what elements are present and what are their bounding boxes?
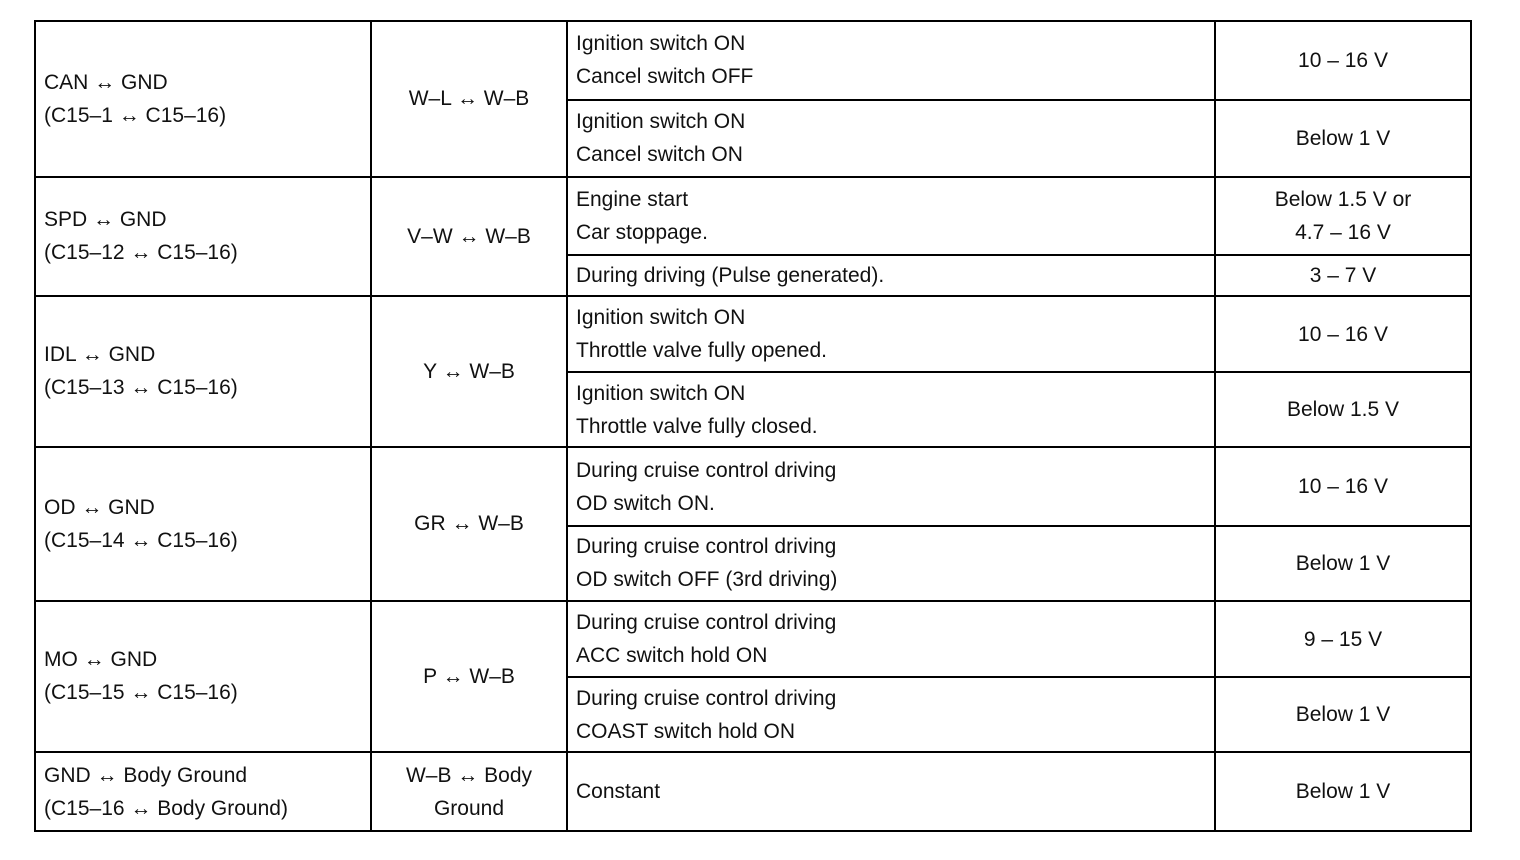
terminal-line: SPD ↔ GND: [44, 208, 167, 232]
condition-line: Ignition switch ON: [576, 306, 746, 330]
specified-value-line: Below 1.5 V or: [1274, 187, 1412, 211]
terminal-line: IDL ↔ GND: [44, 343, 156, 367]
table-row: [35, 752, 1471, 831]
terminal-cell: [35, 752, 371, 831]
condition-line: Engine start: [576, 187, 689, 211]
condition-cell: [567, 21, 1215, 100]
condition-line: OD switch OFF (3rd driving): [576, 568, 838, 592]
terminal-cell: [35, 447, 371, 601]
specified-value-cell: [1215, 177, 1471, 256]
specified-value-line: Below 1 V: [1295, 703, 1391, 727]
wiring-color-line: GR ↔ W–B: [414, 512, 524, 536]
condition-line: Throttle valve fully closed.: [576, 414, 818, 438]
condition-line: OD switch ON.: [576, 491, 715, 515]
terminal-cell: [35, 177, 371, 296]
specified-value-line: Below 1 V: [1295, 126, 1391, 150]
specified-value-cell: [1215, 255, 1471, 295]
terminal-line: (C15–13 ↔ C15–16): [44, 376, 238, 400]
condition-line: Car stoppage.: [576, 220, 708, 244]
wiring-color-line: V–W ↔ W–B: [407, 224, 531, 248]
wiring-color-line: W–B ↔ Body: [405, 763, 533, 787]
terminal-line: (C15–14 ↔ C15–16): [44, 528, 238, 552]
specified-value-line: 3 – 7 V: [1309, 263, 1377, 287]
specified-value-cell: [1215, 372, 1471, 447]
condition-cell: [567, 677, 1215, 752]
condition-line: ACC switch hold ON: [576, 644, 768, 668]
specified-value-line: 9 – 15 V: [1303, 627, 1383, 651]
condition-line: Throttle valve fully opened.: [576, 339, 827, 363]
condition-line: COAST switch hold ON: [576, 719, 796, 743]
specified-value-line: 10 – 16 V: [1298, 322, 1388, 346]
terminal-line: CAN ↔ GND: [44, 70, 168, 94]
condition-cell: [567, 100, 1215, 177]
condition-line: Cancel switch OFF: [576, 65, 754, 89]
wiring-color-line: P ↔ W–B: [423, 664, 515, 688]
terminal-line: GND ↔ Body Ground: [44, 763, 248, 787]
condition-cell: [567, 255, 1215, 295]
condition-cell: [567, 177, 1215, 256]
condition-line: During cruise control driving: [576, 686, 837, 710]
terminal-voltage-table-frame: [34, 20, 1470, 832]
condition-line: Ignition switch ON: [576, 381, 746, 405]
specified-value-cell: [1215, 447, 1471, 526]
terminal-line: (C15–15 ↔ C15–16): [44, 681, 238, 705]
condition-line: During driving (Pulse generated).: [576, 263, 885, 287]
terminal-line: MO ↔ GND: [44, 648, 158, 672]
table-row: [35, 177, 1471, 256]
condition-line: Cancel switch ON: [576, 143, 743, 167]
terminal-cell: [35, 296, 371, 447]
terminal-line: (C15–16 ↔ Body Ground): [44, 796, 288, 820]
wiring-color-cell: [371, 296, 567, 447]
specified-value-line: Below 1 V: [1295, 551, 1391, 575]
specified-value-line: 10 – 16 V: [1298, 48, 1388, 72]
table-row: [35, 296, 1471, 373]
specified-value-cell: [1215, 100, 1471, 177]
terminal-line: (C15–12 ↔ C15–16): [44, 241, 238, 265]
condition-line: Constant: [576, 780, 661, 804]
condition-cell: [567, 752, 1215, 831]
wiring-color-cell: [371, 177, 567, 296]
terminal-cell: [35, 21, 371, 177]
wiring-color-line: Y ↔ W–B: [423, 359, 515, 383]
condition-cell: [567, 447, 1215, 526]
specified-value-line: Below 1 V: [1295, 780, 1391, 804]
condition-line: During cruise control driving: [576, 535, 837, 559]
terminal-cell: [35, 601, 371, 752]
table-row: [35, 21, 1471, 100]
wiring-color-line: Ground: [433, 796, 505, 820]
specified-value-cell: [1215, 677, 1471, 752]
specified-value-line: 10 – 16 V: [1298, 475, 1388, 499]
condition-cell: [567, 296, 1215, 373]
condition-line: During cruise control driving: [576, 458, 837, 482]
specified-value-cell: [1215, 752, 1471, 831]
wiring-color-line: W–L ↔ W–B: [408, 87, 530, 111]
specified-value-cell: [1215, 601, 1471, 678]
terminal-voltage-table: [34, 20, 1472, 832]
condition-line: Ignition switch ON: [576, 32, 746, 56]
wiring-color-cell: [371, 21, 567, 177]
specified-value-line: Below 1.5 V: [1286, 398, 1400, 422]
terminal-line: (C15–1 ↔ C15–16): [44, 103, 227, 127]
specified-value-cell: [1215, 296, 1471, 373]
specified-value-line: 4.7 – 16 V: [1295, 220, 1391, 244]
table-row: [35, 447, 1471, 526]
specified-value-cell: [1215, 21, 1471, 100]
wiring-color-cell: [371, 601, 567, 752]
condition-cell: [567, 372, 1215, 447]
condition-line: During cruise control driving: [576, 611, 837, 635]
specified-value-cell: [1215, 526, 1471, 601]
table-body: [35, 21, 1471, 831]
condition-cell: [567, 601, 1215, 678]
wiring-color-cell: [371, 447, 567, 601]
wiring-color-cell: [371, 752, 567, 831]
terminal-line: OD ↔ GND: [44, 495, 155, 519]
condition-cell: [567, 526, 1215, 601]
condition-line: Ignition switch ON: [576, 110, 746, 134]
table-row: [35, 601, 1471, 678]
